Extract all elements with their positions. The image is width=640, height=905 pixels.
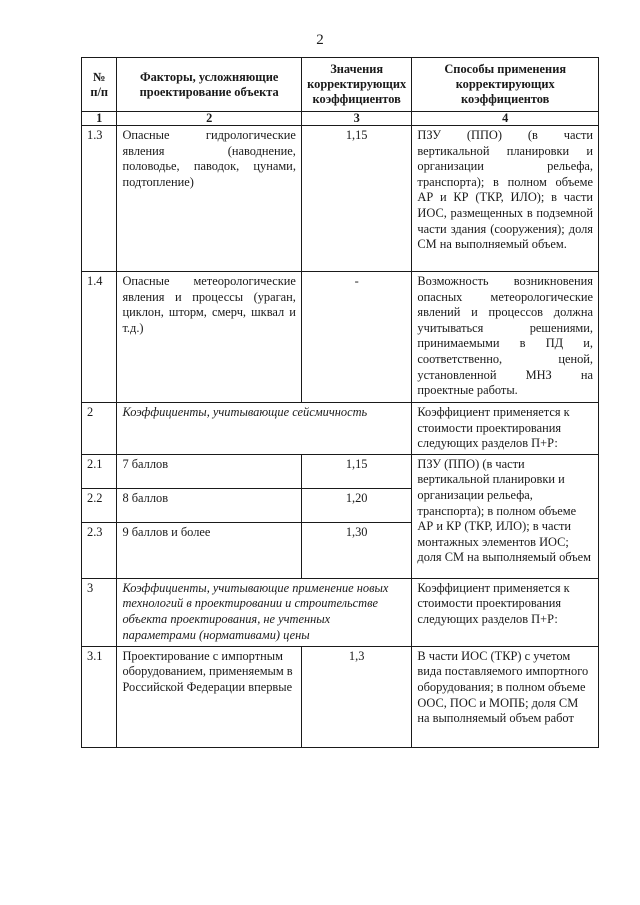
value-cell: 1,15 <box>301 126 411 272</box>
table-row <box>82 578 599 646</box>
value-cell: 1,3 <box>301 646 411 747</box>
page-number: 2 <box>316 32 324 48</box>
factor-cell: 8 баллов <box>117 488 301 522</box>
row-number: 3 <box>82 578 117 646</box>
factor-cell: Опасные метеорологические явления и процессы (ураган, циклон, шторм, смерч, шквал и т.д.) <box>117 272 301 403</box>
header-values: Значения корректирующих коэффициентов <box>301 58 411 112</box>
value-cell: - <box>301 272 411 403</box>
method-cell: ПЗУ (ППО) (в части вертикальной планировки и организации рельефа, транспорта); в полном объеме АР и КР (ТКР, ИЛО); в части монтажных элементов ИОС; доля СМ на выполняемый объем <box>412 454 599 578</box>
table-row <box>82 272 599 403</box>
method-cell: Коэффициент применяется к стоимости проектирования следующих разделов П+Р: <box>412 403 599 455</box>
factor-cell: 7 баллов <box>117 454 301 488</box>
column-number-row <box>82 112 599 126</box>
row-number: 2.1 <box>82 454 117 488</box>
row-number: 2.3 <box>82 522 117 578</box>
row-number: 3.1 <box>82 646 117 747</box>
row-number: 1.4 <box>82 272 117 403</box>
factor-cell: Опасные гидрологические явления (наводнение, половодье, паводок, цунами, подтопление) <box>117 126 301 272</box>
header-factors: Факторы, усложняющие проектирование объекта <box>117 58 301 112</box>
row-number: 1.3 <box>82 126 117 272</box>
table-row <box>82 126 599 272</box>
row-number: 2.2 <box>82 488 117 522</box>
column-number: 2 <box>117 112 301 126</box>
table-row <box>82 403 599 455</box>
method-cell: Возможность возникновения опасных метеорологические явлений и процессов должна учитываться решениями, принимаемыми в ПД и, соответственно, ценой, установленной МНЗ на проектные работы. <box>412 272 599 403</box>
value-cell: 1,30 <box>301 522 411 578</box>
coefficients-table <box>81 57 599 748</box>
table-row <box>82 646 599 747</box>
column-number: 3 <box>301 112 411 126</box>
row-number: 2 <box>82 403 117 455</box>
value-cell: 1,20 <box>301 488 411 522</box>
method-cell: ПЗУ (ППО) (в части вертикальной планировки и организации рельефа, транспорта); в полном объеме АР и КР (ТКР, ИЛО); в части ИОС, размещенных в подземной части здания (сооружения); доля СМ на выполняемый объем. <box>412 126 599 272</box>
factor-cell: 9 баллов и более <box>117 522 301 578</box>
column-number: 1 <box>82 112 117 126</box>
value-cell: 1,15 <box>301 454 411 488</box>
factor-cell: Коэффициенты, учитывающие применение новых технологий в проектировании и строительстве объекта проектирования, не учтенных параметрами (нормативами) цены <box>117 578 412 646</box>
header-number: № п/п <box>82 58 117 112</box>
factor-cell: Проектирование с импортным оборудованием, применяемым в Российской Федерации впервые <box>117 646 301 747</box>
header-row <box>82 58 599 112</box>
table-row <box>82 454 599 488</box>
coefficients-table-wrapper <box>81 57 599 748</box>
method-cell: Коэффициент применяется к стоимости проектирования следующих разделов П+Р: <box>412 578 599 646</box>
column-number: 4 <box>412 112 599 126</box>
method-cell: В части ИОС (ТКР) с учетом вида поставляемого импортного оборудования; в полном объеме ООС, ПОС и МОПБ; доля СМ на выполняемый объем работ <box>412 646 599 747</box>
header-methods: Способы применения корректирующих коэффициентов <box>412 58 599 112</box>
factor-cell: Коэффициенты, учитывающие сейсмичность <box>117 403 412 455</box>
